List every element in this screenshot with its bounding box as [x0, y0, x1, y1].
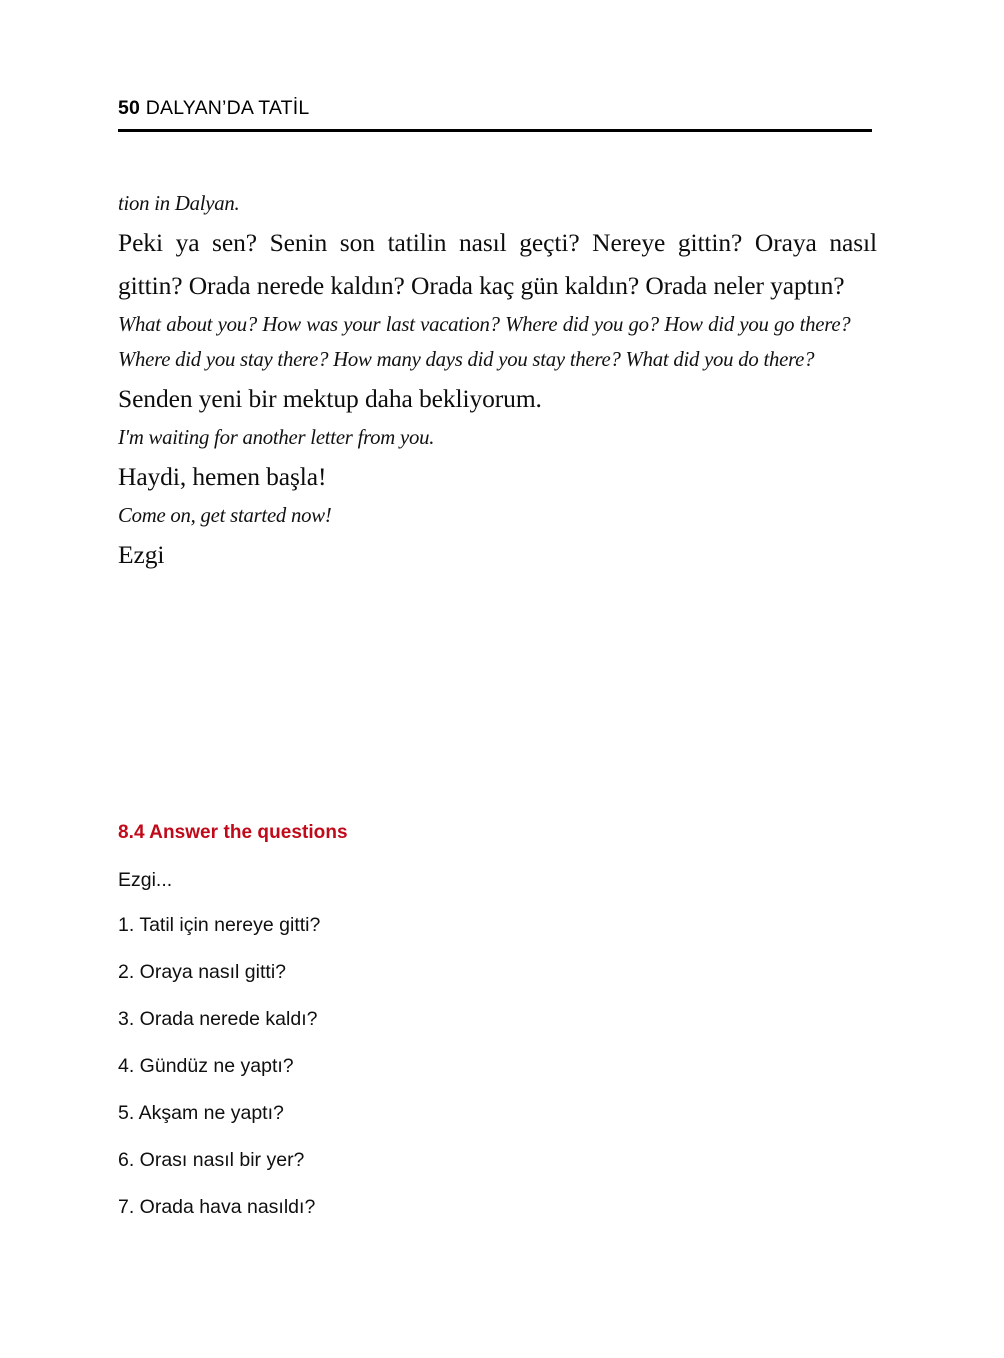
exercise-intro: Ezgi...	[118, 869, 173, 891]
running-header	[118, 97, 875, 120]
list-item: 1. Tatil için nereye gitti?	[118, 914, 321, 936]
letter-call-tr: Haydi, hemen başla!	[118, 462, 327, 491]
continued-fragment-en: tion in Dalyan.	[118, 191, 240, 215]
letter-paragraph-en: What about you? How was your last vacation? Where did you go? How did you go there? Where did you stay there? How many days did you stay there? What did you do there?	[118, 312, 851, 371]
exercise-question-list	[118, 893, 878, 1220]
letter-signature: Ezgi	[118, 540, 165, 569]
list-item: 6. Orası nasıl bir yer?	[118, 1149, 305, 1171]
page-number: 50	[118, 97, 141, 119]
list-item: 5. Akşam ne yaptı?	[118, 1102, 284, 1124]
running-title: DALYAN’DA TATİL	[145, 97, 310, 119]
letter-call-en: Come on, get started now!	[118, 503, 332, 527]
list-item: 4. Gündüz ne yaptı?	[118, 1055, 294, 1077]
header-title-line	[118, 97, 875, 120]
letter-closing-en: I'm waiting for another letter from you.	[118, 425, 435, 449]
list-item: 3. Orada nerede kaldı?	[118, 1008, 318, 1030]
letter-body	[118, 186, 877, 576]
list-item: 7. Orada hava nasıldı?	[118, 1196, 316, 1218]
list-item: 2. Oraya nasıl gitti?	[118, 961, 286, 983]
letter-paragraph-tr: Peki ya sen? Senin son tatilin nasıl geçti? Nereye gittin? Oraya nasıl gittin? Orada nerede kaldın? Orada kaç gün kaldın? Orada neler yaptın?	[118, 228, 877, 300]
letter-closing-tr: Senden yeni bir mektup daha bekliyorum.	[118, 384, 542, 413]
header-divider-rule	[118, 129, 872, 132]
exercise-section	[118, 820, 878, 1220]
exercise-title: 8.4 Answer the questions	[118, 822, 348, 843]
